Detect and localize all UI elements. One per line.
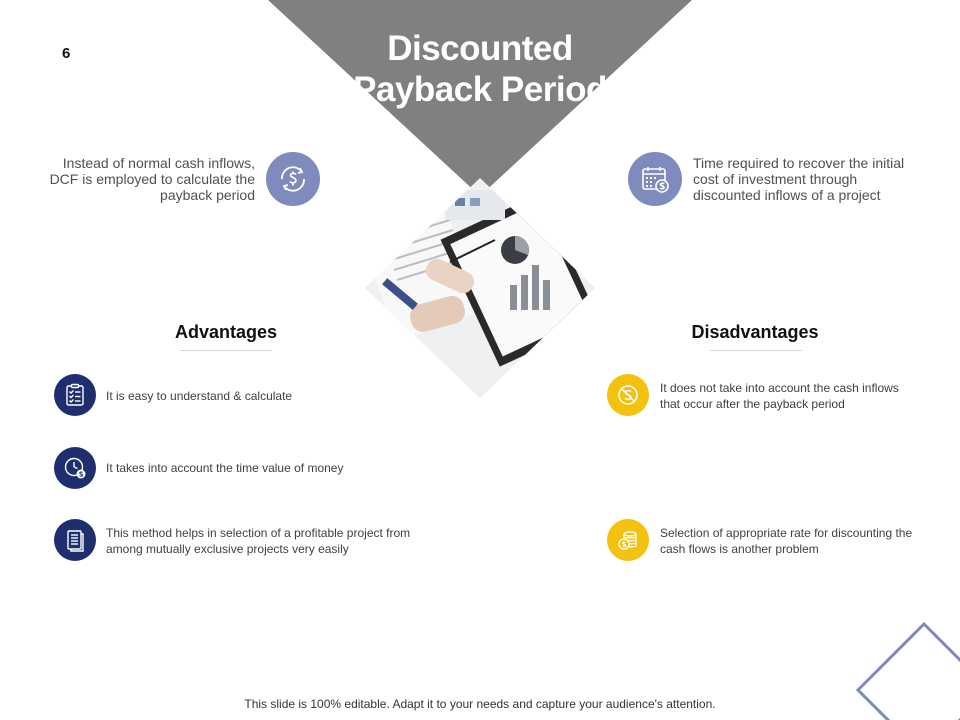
slide-number: 6: [62, 45, 71, 62]
calendar-dollar-icon: [628, 152, 682, 206]
advantages-heading: Advantages: [174, 322, 278, 342]
page-title: Discounted Payback Period: [353, 29, 607, 109]
intro-text-right: Time required to recover the initial cost of investment through discounted inflows of a project: [693, 155, 905, 203]
advantage-item-3: This method helps in selection of a profitable project from among mutually exclusive projects very easily: [106, 526, 411, 556]
disadvantage-item-2: Selection of appropriate rate for discounting the cash flows is another problem: [660, 526, 913, 556]
intro-text-left: Instead of normal cash inflows, DCF is employed to calculate the payback period: [49, 155, 255, 203]
advantage-item-1: It is easy to understand & calculate: [106, 389, 293, 403]
no-dollar-icon: [607, 374, 649, 416]
clipboard-checklist-icon: [54, 374, 96, 416]
document-list-icon: [54, 519, 96, 561]
disadvantages-divider: [710, 350, 802, 351]
advantage-item-2: It takes into account the time value of money: [106, 461, 344, 475]
business-document-photo: [355, 170, 605, 400]
clock-dollar-icon: [54, 447, 96, 489]
disadvantage-item-1: It does not take into account the cash inflows that occur after the payback period: [660, 381, 899, 411]
footer-note: This slide is 100% editable. Adapt it to your needs and capture your audience's attention.: [244, 697, 716, 711]
disadvantages-heading: Disadvantages: [691, 322, 819, 342]
dollar-cycle-icon: [266, 152, 320, 206]
advantages-divider: [180, 350, 272, 351]
coins-stack-icon: [607, 519, 649, 561]
